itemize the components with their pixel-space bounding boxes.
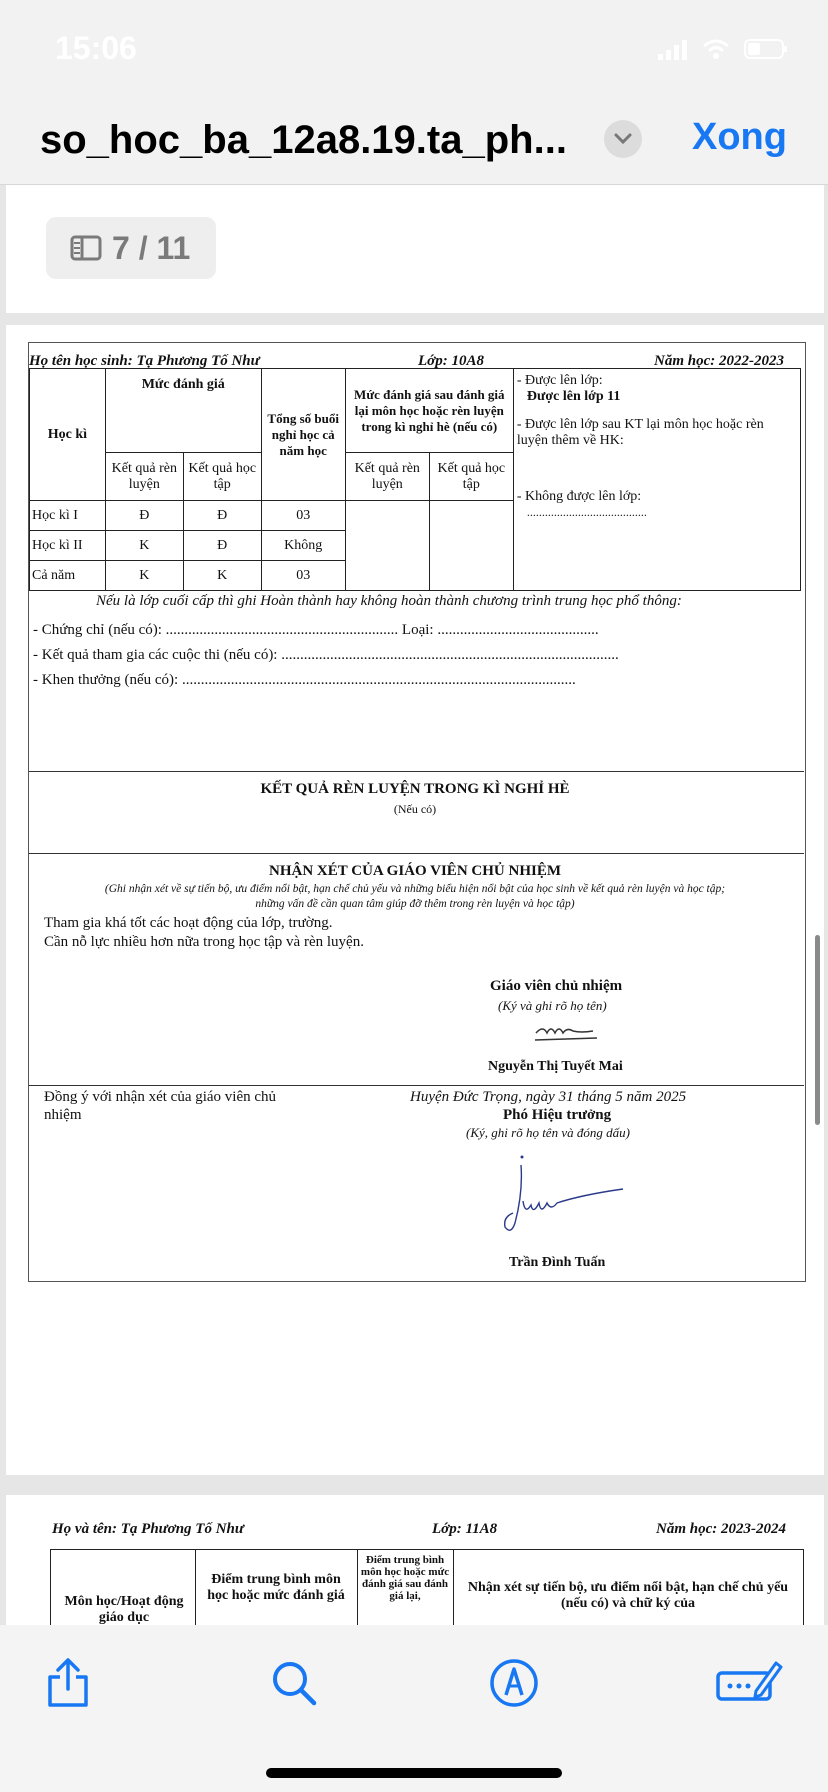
rerating-header: Mức đánh giá sau đánh giá lại môn học hoặc rèn luyện trong kì nghỉ hè (nếu có) (345, 369, 513, 453)
conduct-cell: Đ (105, 501, 183, 531)
rerating-conduct-subheader: Kết quả rèn luyện (345, 453, 429, 501)
award-line: - Khen thưởng (nếu có): ......................................................................................................... (33, 672, 576, 688)
competition-line: - Kết quả tham gia các cuộc thi (nếu có): .......................................................................................... (33, 647, 619, 663)
average-after-header: Điểm trung bình môn học hoặc mức đánh giá sau đánh giá lại, (360, 1554, 450, 1602)
student-name: Họ tên học sinh: Tạ Phương Tố Như (29, 353, 260, 369)
home-indicator (266, 1768, 562, 1778)
next-class-label: Lớp: 11A8 (432, 1521, 498, 1537)
term-header: Học kì (30, 369, 106, 501)
signal-icon (658, 40, 688, 60)
absence-cell: 03 (261, 501, 345, 531)
comment-header: Nhận xét sự tiến bộ, ưu điểm nổi bật, hạn chế chủ yếu (nếu có) và chữ ký của (467, 1580, 789, 1611)
study-cell: K (183, 561, 261, 591)
term-cell: Học kì I (30, 501, 106, 531)
page-counter-label: 7 / 11 (112, 229, 191, 266)
agree-line-1: Đồng ý với nhận xét của giáo viên chủ (44, 1089, 277, 1105)
homeroom-teacher-role: Giáo viên chủ nhiệm (490, 978, 623, 994)
study-subheader: Kết quả học tập (183, 453, 261, 501)
document-viewer[interactable] (0, 185, 828, 1625)
page-counter[interactable] (46, 217, 216, 279)
battery-icon (744, 38, 788, 60)
wifi-icon (702, 38, 730, 60)
next-page-fragment (6, 1495, 824, 1625)
comment-line-1: Tham gia khá tốt các hoạt động của lớp, trường. (44, 915, 333, 931)
average-header: Điểm trung bình môn học hoặc mức đánh giá (207, 1572, 345, 1603)
final-year-note: Nếu là lớp cuối cấp thì ghi Hoàn thành hay không hoàn thành chương trình trung học phổ thông: (96, 593, 682, 609)
title-menu-button[interactable] (604, 120, 642, 158)
absence-header: Tổng số buổi nghỉ học cả năm học (261, 369, 345, 501)
previous-page-fragment (6, 185, 824, 313)
vice-principal-role: Phó Hiệu trưởng (503, 1107, 612, 1123)
summer-subtitle: (Nếu có) (393, 802, 437, 816)
homeroom-sign-note: (Ký và ghi rõ họ tên) (498, 998, 607, 1013)
comment-line-2: Cần nỗ lực nhiều hơn nữa trong học tập và rèn luyện. (44, 934, 364, 950)
class-label: Lớp: 10A8 (418, 353, 484, 369)
markup-icon[interactable] (486, 1655, 542, 1711)
sidebar-icon (70, 235, 102, 261)
chevron-down-icon (613, 132, 633, 146)
school-year: Năm học: 2022-2023 (654, 353, 784, 369)
next-student-name: Họ và tên: Tạ Phương Tố Như (52, 1521, 244, 1537)
promotion-label: - Được lên lớp: (516, 373, 603, 388)
rating-header: Mức đánh giá (105, 369, 261, 453)
not-promoted-dots: ........................................ (526, 505, 647, 519)
promotion-after-retest: - Được lên lớp sau KT lại môn học hoặc rèn luyện thêm về HK: (516, 417, 764, 448)
teacher-comment-title: NHẬN XÉT CỦA GIÁO VIÊN CHỦ NHIỆM (269, 863, 561, 879)
not-promoted-label: - Không được lên lớp: (516, 489, 642, 504)
bottom-toolbar (0, 1625, 828, 1792)
vice-principal-name: Trần Đình Tuấn (509, 1255, 606, 1270)
document-title: so_hoc_ba_12a8.19.ta_ph... (40, 118, 567, 162)
study-cell: Đ (183, 531, 261, 561)
teacher-comment-note-2: những vấn đề cần quan tâm giúp đỡ thêm trong rèn luyện và học tập) (255, 898, 575, 910)
status-time: 15:06 (55, 30, 137, 66)
search-icon[interactable] (266, 1655, 322, 1711)
conduct-cell: K (105, 531, 183, 561)
document-page (6, 325, 824, 1475)
nav-bar (0, 100, 828, 185)
rerating-study-subheader: Kết quả học tập (429, 453, 513, 501)
place-date: Huyện Đức Trọng, ngày 31 tháng 5 năm 2025 (410, 1089, 687, 1105)
term-cell: Cả năm (30, 561, 106, 591)
agree-line-2: nhiệm (44, 1107, 82, 1123)
status-bar (0, 0, 828, 100)
certificate-line: - Chứng chỉ (nếu có): .............................................................. Loại: ........................................... (33, 622, 599, 638)
summer-title: KẾT QUẢ RÈN LUYỆN TRONG KÌ NGHỈ HÈ (260, 781, 570, 797)
done-button[interactable]: Xong (692, 116, 787, 158)
promotion-value: Được lên lớp 11 (526, 389, 621, 404)
homeroom-teacher-name: Nguyễn Thị Tuyết Mai (488, 1059, 623, 1074)
page-frame (28, 342, 806, 1282)
absence-cell: 03 (261, 561, 345, 591)
share-icon[interactable] (40, 1655, 96, 1711)
scroll-indicator[interactable] (815, 935, 820, 1125)
conduct-cell: K (105, 561, 183, 591)
form-fill-icon[interactable] (714, 1655, 784, 1711)
status-icons (658, 38, 788, 60)
teacher-comment-note-1: (Ghi nhận xét về sự tiến bộ, ưu điểm nổi bật, hạn chế chủ yếu và những biểu hiện nổi bật của học sinh về kết quả rèn luyện và học tập; (104, 883, 726, 895)
subject-header: Môn học/Hoạt động giáo dục (64, 1594, 184, 1625)
vice-principal-sign-note: (Ký, ghi rõ họ tên và đóng dấu) (466, 1125, 630, 1140)
subjects-table (50, 1549, 804, 1625)
conduct-subheader: Kết quả rèn luyện (105, 453, 183, 501)
term-cell: Học kì II (30, 531, 106, 561)
study-cell: Đ (183, 501, 261, 531)
next-school-year: Năm học: 2023-2024 (656, 1521, 786, 1537)
absence-cell: Không (261, 531, 345, 561)
